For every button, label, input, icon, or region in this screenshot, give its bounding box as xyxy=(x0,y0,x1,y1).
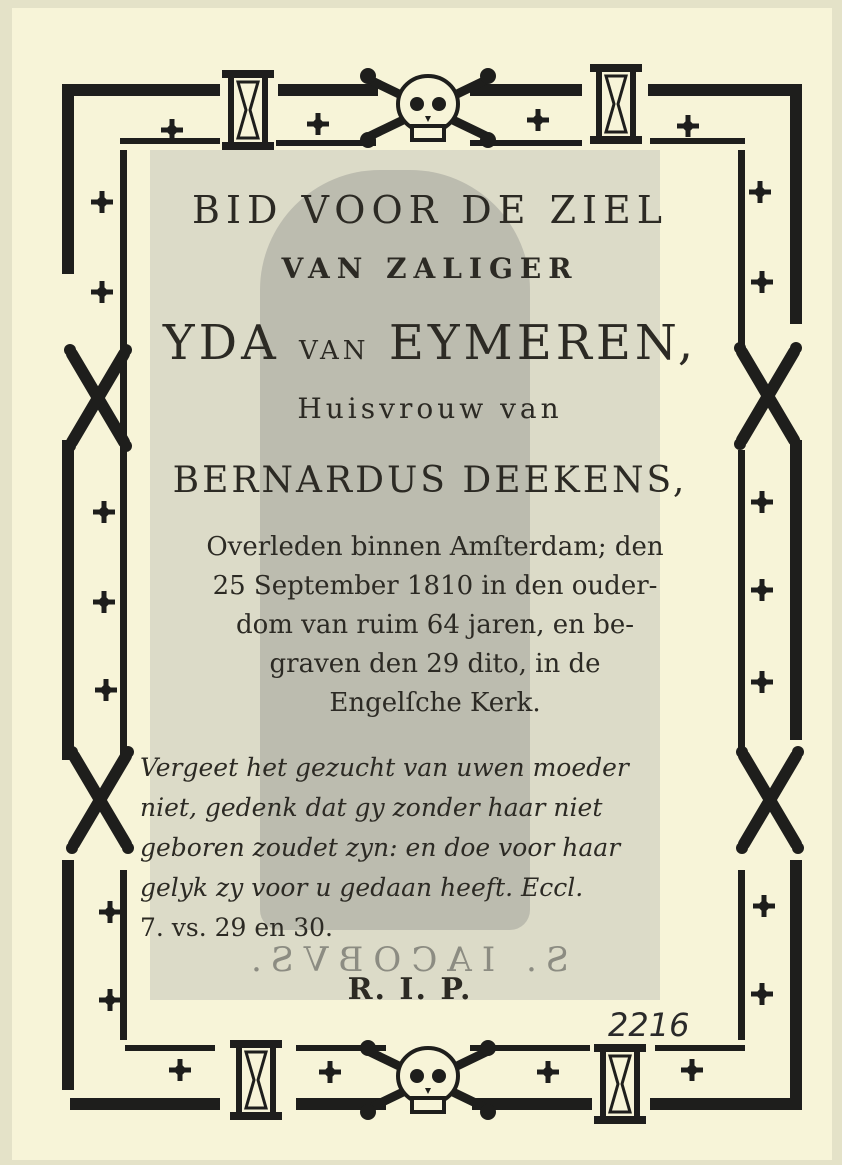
cross-icon xyxy=(527,109,549,131)
cross-icon xyxy=(93,501,115,523)
death-notice-line: Engelſche Kerk. xyxy=(329,688,541,718)
cross-icon xyxy=(93,591,115,613)
cross-icon xyxy=(677,115,699,137)
death-notice-line: 25 September 1810 in den ouder- xyxy=(212,571,658,601)
cross-icon xyxy=(751,271,773,293)
scripture-verse xyxy=(140,748,740,948)
cross-icon xyxy=(751,671,773,693)
crossed-bones-icon xyxy=(66,746,134,854)
hourglass-icon xyxy=(230,1040,282,1120)
deceased-name xyxy=(120,315,740,371)
cross-icon xyxy=(681,1059,703,1081)
cross-icon xyxy=(537,1061,559,1083)
cross-icon xyxy=(161,119,183,141)
cross-icon xyxy=(91,191,113,213)
death-notice xyxy=(130,528,740,723)
cross-icon xyxy=(95,679,117,701)
cross-icon xyxy=(91,281,113,303)
cross-icon xyxy=(751,983,773,1005)
cross-icon xyxy=(749,181,771,203)
verse-line: 7. vs. 29 en 30. xyxy=(140,913,334,942)
show-through-caption: S. IACOBVS. xyxy=(241,940,569,980)
deceased-first-name: YDA xyxy=(162,315,280,371)
crossed-bones-icon xyxy=(736,746,804,854)
hourglass-icon xyxy=(222,70,274,150)
husband-name: BERNARDUS DEEKENS, xyxy=(172,460,688,501)
cross-icon xyxy=(99,989,121,1011)
death-notice-line: dom van ruim 64 jaren, en be- xyxy=(235,610,635,640)
death-notice-line: graven den 29 dito, in de xyxy=(269,649,601,679)
cross-icon xyxy=(99,901,121,923)
deceased-surname: EYMEREN, xyxy=(388,315,698,371)
cross-icon xyxy=(751,579,773,601)
cross-icon xyxy=(319,1061,341,1083)
cross-icon xyxy=(307,113,329,135)
heading-prayer: BID VOOR DE ZIEL xyxy=(192,188,668,232)
cross-icon xyxy=(751,491,773,513)
relation-line: Huisvrouw van xyxy=(297,392,563,425)
crossed-bones-icon xyxy=(734,342,802,450)
death-notice-line: Overleden binnen Amſterdam; den xyxy=(206,532,664,562)
cross-icon xyxy=(169,1059,191,1081)
rip-inscription: R. I. P. xyxy=(347,972,473,1007)
verse-line: niet, gedenk dat gy zonder haar niet xyxy=(140,793,603,822)
verse-line: gelyk zy voor u gedaan heeft. Eccl. xyxy=(140,873,584,902)
hourglass-icon xyxy=(594,1044,646,1124)
verse-line: geboren zoudet zyn: en doe voor haar xyxy=(140,833,621,862)
hourglass-icon xyxy=(590,64,642,144)
handwritten-inventory-number: 2216 xyxy=(608,1006,690,1044)
deceased-name-particle: VAN xyxy=(299,336,370,366)
heading-van-zaliger: VAN ZALIGER xyxy=(281,252,579,285)
cross-icon xyxy=(753,895,775,917)
verse-line: Vergeet het gezucht van uwen moeder xyxy=(140,753,629,782)
skull-crossbones-icon xyxy=(360,68,496,148)
